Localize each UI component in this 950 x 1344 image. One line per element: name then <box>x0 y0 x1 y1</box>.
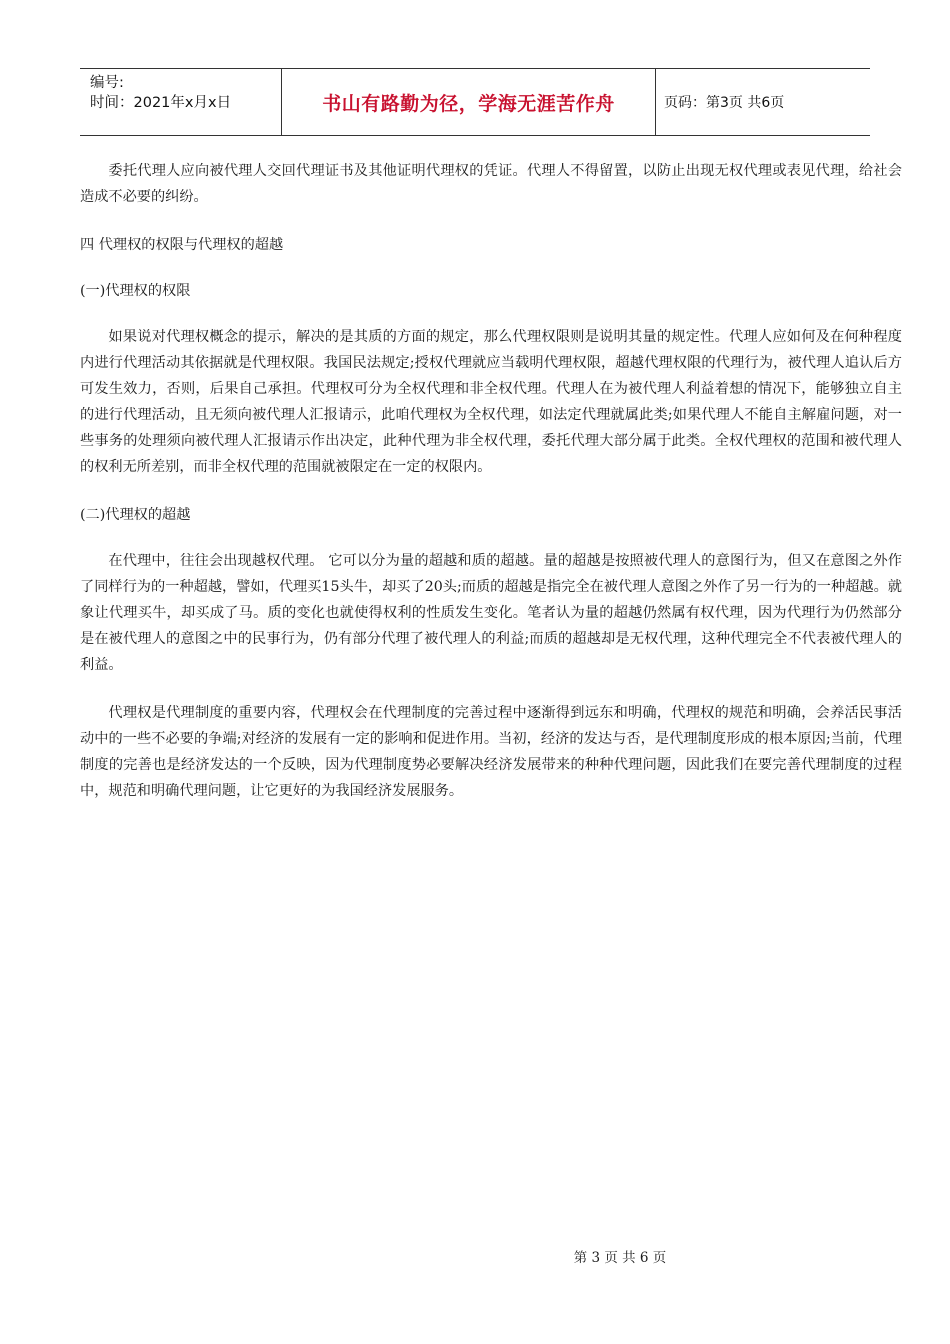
subsection-heading-1: (一)代理权的权限 <box>80 283 191 299</box>
subsection-heading-2: (二)代理权的超越 <box>80 507 191 523</box>
paragraph-3: 在代理中，往往会出现越权代理。 它可以分为量的超越和质的超越。量的超越是按照被代理人的意图行为，但又在意图之外作了同样行为的一种超越，譬如，代理买15头牛，却买了20头;而质的超越是指完全在被代理人意图之外作了另一行为的一种超越。就象让代理买牛，却买成了马。质的变化也就使得权利的性质发生变化。笔者认为量的超越仍然属有权代理，因为代理行为仍然部分是在被代理人的意图之中的民事行为，仍有部分代理了被代理人的利益;而质的超越却是无权代理，这种代理完全不代表被代理人的利益。 <box>80 553 902 673</box>
number-label: 编号: <box>90 75 124 91</box>
time-label: 时间：2021年x月x日 <box>90 95 232 111</box>
paragraph-1: 委托代理人应向被代理人交回代理证书及其他证明代理权的凭证。代理人不得留置，以防止出现无权代理或表见代理，给社会造成不必要的纠纷。 <box>80 163 902 205</box>
header-motto-cell <box>282 69 656 135</box>
section-heading-4: 四 代理权的权限与代理权的超越 <box>80 237 284 253</box>
page-header <box>80 68 870 136</box>
page-footer <box>0 1246 950 1266</box>
page-info-text: 页码：第3页 共6页 <box>664 95 785 111</box>
footer-page-number: 第 3 页 共 6 页 <box>573 1250 667 1266</box>
header-page-info <box>656 69 870 135</box>
paragraph-2: 如果说对代理权概念的提示，解决的是其质的方面的规定，那么代理权限则是说明其量的规定性。代理人应如何及在何种程度内进行代理活动其依据就是代理权限。我国民法规定;授权代理就应当载明代理权限，超越代理权限的代理行为，被代理人追认后方可发生效力，否则，后果自己承担。代理权可分为全权代理和非全权代理。代理人在为被代理人利益着想的情况下，能够独立自主的进行代理活动，且无须向被代理人汇报请示，此咱代理权为全权代理，如法定代理就属此类;如果代理人不能自主解雇问题，对一些事务的处理须向被代理人汇报请示作出决定，此种代理为非全权代理，委托代理大部分属于此类。全权代理权的范围和被代理人的权利无所差别，而非全权代理的范围就被限定在一定的权限内。 <box>80 329 902 475</box>
document-body <box>80 158 902 826</box>
paragraph-4: 代理权是代理制度的重要内容，代理权会在代理制度的完善过程中逐渐得到远东和明确，代理权的规范和明确，会养活民事活动中的一些不必要的争端;对经济的发展有一定的影响和促进作用。当初，经济的发达与否，是代理制度形成的根本原因;当前，代理制度的完善也是经济发达的一个反映，因为代理制度势必要解决经济发展带来的种种代理问题，因此我们在要完善代理制度的过程中，规范和明确代理问题，让它更好的为我国经济发展服务。 <box>80 705 902 799</box>
header-meta <box>80 69 282 135</box>
motto-text: 书山有路勤为径，学海无涯苦作舟 <box>322 92 615 115</box>
